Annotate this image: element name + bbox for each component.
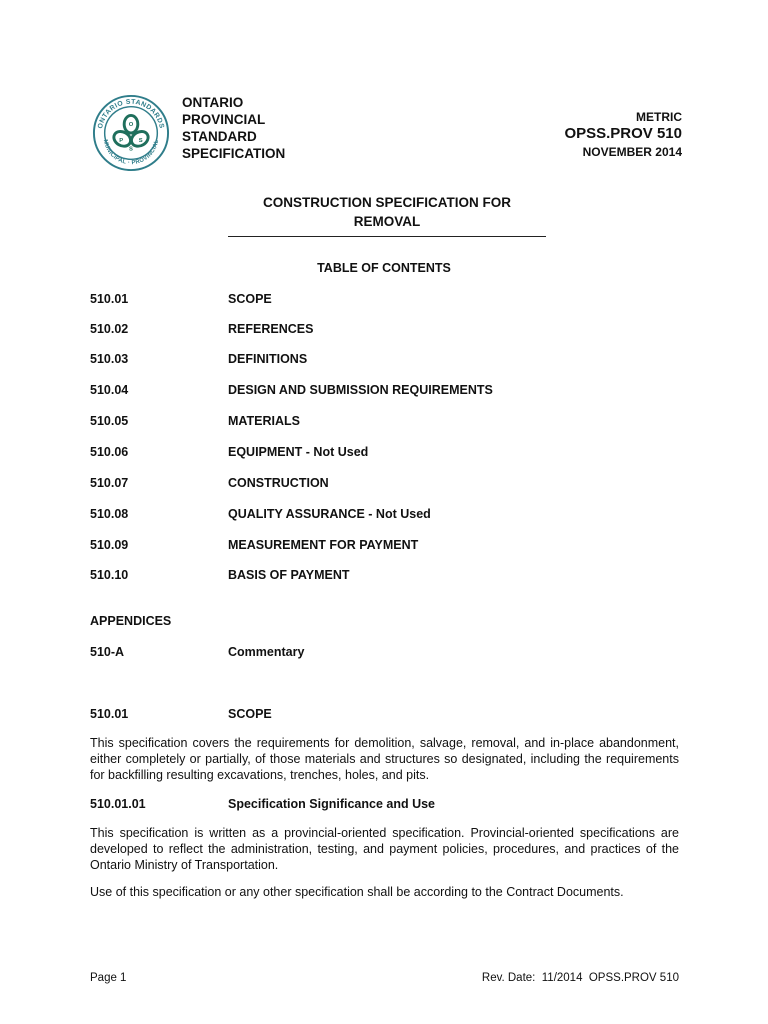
toc-number: 510.02 bbox=[90, 322, 129, 336]
toc-number: 510.06 bbox=[90, 445, 129, 459]
org-line-provincial: PROVINCIAL bbox=[182, 112, 266, 127]
toc-heading: TABLE OF CONTENTS bbox=[317, 261, 451, 275]
toc-number: 510.03 bbox=[90, 352, 129, 366]
org-line-standard: STANDARD bbox=[182, 129, 257, 144]
logo-letter: O bbox=[128, 122, 134, 129]
toc-number: 510.10 bbox=[90, 568, 129, 582]
toc-label: SCOPE bbox=[228, 292, 272, 306]
toc-number: 510.09 bbox=[90, 538, 129, 552]
section-title: SCOPE bbox=[228, 707, 272, 721]
appendix-label: Commentary bbox=[228, 645, 305, 659]
toc-number: 510.05 bbox=[90, 414, 129, 428]
logo-ring-text-top: ONTARIO STANDARDS bbox=[97, 98, 165, 130]
toc-label: DESIGN AND SUBMISSION REQUIREMENTS bbox=[228, 383, 493, 397]
toc-label: CONSTRUCTION bbox=[228, 476, 329, 490]
toc-label: DEFINITIONS bbox=[228, 352, 308, 366]
title-line-2: REMOVAL bbox=[353, 214, 421, 229]
trillium-icon bbox=[111, 115, 151, 149]
toc-number: 510.08 bbox=[90, 507, 129, 521]
opss-logo bbox=[92, 94, 170, 172]
title-underline bbox=[228, 236, 546, 237]
logo-letter: S bbox=[129, 146, 133, 153]
section-number: 510.01 bbox=[90, 707, 129, 721]
spec-date: NOVEMBER 2014 bbox=[582, 145, 682, 159]
revision-footer: Rev. Date: 11/2014 OPSS.PROV 510 bbox=[481, 972, 679, 984]
scope-paragraph: This specification covers the requirements for demolition, salvage, removal, and in-place abandonment, either completely or partially, of those materials and structures so designated, including the requirements for backfilling resulting excavations, trenches, holes, and pits. bbox=[90, 736, 679, 782]
toc-number: 510.04 bbox=[90, 383, 129, 397]
logo-ring-text-bottom: MUNICIPAL · PROVINCIAL bbox=[101, 139, 161, 167]
usage-paragraph: Use of this specification or any other specification shall be according to the Contract Documents. bbox=[90, 885, 624, 899]
logo-letter: P bbox=[119, 137, 124, 144]
appendix-number: 510-A bbox=[90, 645, 125, 659]
toc-label: MATERIALS bbox=[228, 414, 300, 428]
toc-label: BASIS OF PAYMENT bbox=[228, 568, 350, 582]
logo-letter: S bbox=[138, 137, 143, 144]
toc-label: REFERENCES bbox=[228, 322, 314, 336]
toc-label: QUALITY ASSURANCE - Not Used bbox=[228, 507, 431, 521]
spec-number: OPSS.PROV 510 bbox=[564, 125, 682, 142]
significance-paragraph: This specification is written as a provincial-oriented specification. Provincial-oriented specifications are developed to reflect the administration, testing, and payment policies, procedures, and practices of the Ontario Ministry of Transportation. bbox=[90, 826, 679, 872]
toc-label: EQUIPMENT - Not Used bbox=[228, 445, 369, 459]
appendices-heading: APPENDICES bbox=[90, 614, 172, 628]
toc-label: MEASUREMENT FOR PAYMENT bbox=[228, 538, 419, 552]
subsection-title: Specification Significance and Use bbox=[228, 797, 436, 811]
page-number: Page 1 bbox=[90, 972, 127, 984]
title-line-1: CONSTRUCTION SPECIFICATION FOR bbox=[263, 195, 511, 210]
subsection-number: 510.01.01 bbox=[90, 797, 146, 811]
toc-number: 510.01 bbox=[90, 292, 129, 306]
toc-number: 510.07 bbox=[90, 476, 129, 490]
metric-label: METRIC bbox=[636, 110, 682, 124]
org-line-ontario: ONTARIO bbox=[182, 95, 244, 110]
org-line-specification: SPECIFICATION bbox=[182, 146, 286, 161]
